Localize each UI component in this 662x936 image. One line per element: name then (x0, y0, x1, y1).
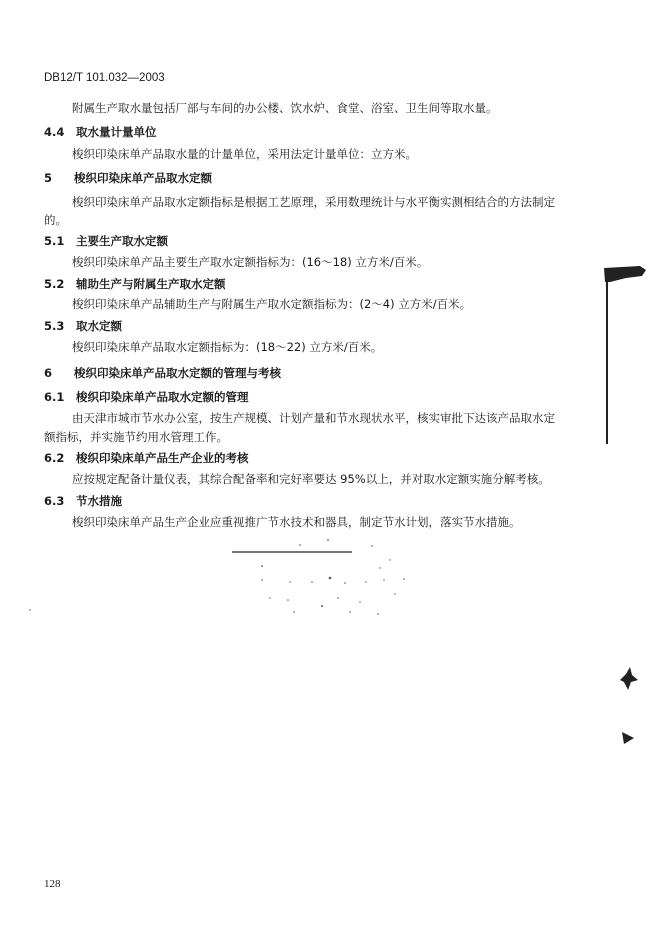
scan-speckle (29, 539, 405, 615)
section-5-1-body: 梭织印染床单产品主要生产取水定额指标为：(16～18) 立方米/百米。 (72, 255, 429, 269)
section-5-2-heading (44, 276, 226, 292)
section-number: 4.4 (44, 125, 65, 139)
page-number: 128 (44, 878, 61, 890)
section-6-3-heading (44, 493, 122, 509)
section-6-2-body: 应按规定配备计量仪表，其综合配备率和完好率要达 95%以上，并对取水定额实施分解考核。 (72, 472, 550, 486)
section-6-1-body-line-2: 额指标，并实施节约用水管理工作。 (44, 430, 228, 444)
section-5-heading (44, 170, 212, 186)
section-number: 5.3 (44, 319, 65, 333)
paragraph-intro: 附属生产取水量包括厂部与车间的办公楼、饮水炉、食堂、浴室、卫生间等取水量。 (72, 101, 498, 115)
section-5-2-body: 梭织印染床单产品辅助生产与附属生产取水定额指标为：(2～4) 立方米/百米。 (72, 297, 472, 311)
edge-arrow-mark (622, 732, 634, 744)
section-number: 6.1 (44, 390, 65, 404)
section-number: 5.2 (44, 277, 65, 291)
section-6-1-heading (44, 389, 249, 405)
section-title: 取水定额 (76, 319, 122, 333)
standard-number: DB12/T 101.032—2003 (44, 72, 165, 84)
section-title: 梭织印染床单产品取水定额的管理与考核 (74, 366, 281, 380)
section-title: 节水措施 (76, 494, 122, 508)
edge-mark-tab (604, 266, 646, 282)
section-6-3-body: 梭织印染床单产品生产企业应重视推广节水技术和器具，制定节水计划，落实节水措施。 (72, 515, 521, 529)
section-5-3-body: 梭织印染床单产品取水定额指标为：(18～22) 立方米/百米。 (72, 340, 383, 354)
section-5-3-heading (44, 318, 122, 334)
section-number: 5.1 (44, 234, 65, 248)
section-title: 梭织印染床单产品取水定额的管理 (76, 390, 249, 404)
edge-star-mark (620, 667, 638, 690)
section-title: 梭织印染床单产品取水定额 (74, 171, 212, 185)
section-number: 6.2 (44, 451, 65, 465)
section-6-heading (44, 365, 281, 381)
section-title: 主要生产取水定额 (76, 234, 168, 248)
section-number: 6.3 (44, 494, 65, 508)
section-4-4-heading (44, 124, 157, 140)
section-5-body-line-1: 梭织印染床单产品取水定额指标是根据工艺原理，采用数理统计与水平衡实测相结合的方法制定 (72, 195, 555, 209)
section-number: 6 (44, 366, 53, 380)
section-5-body-line-2: 的。 (44, 213, 67, 227)
section-number: 5 (44, 171, 53, 185)
section-6-1-body-line-1: 由天津市城市节水办公室，按生产规模、计划产量和节水现状水平，核实审批下达该产品取水定 (72, 411, 555, 425)
section-title: 梭织印染床单产品生产企业的考核 (76, 451, 249, 465)
section-title: 取水量计量单位 (76, 125, 157, 139)
section-5-1-heading (44, 233, 168, 249)
section-6-2-heading (44, 450, 249, 466)
section-title: 辅助生产与附属生产取水定额 (76, 277, 226, 291)
section-4-4-body: 梭织印染床单产品取水量的计量单位，采用法定计量单位：立方米。 (72, 147, 417, 161)
